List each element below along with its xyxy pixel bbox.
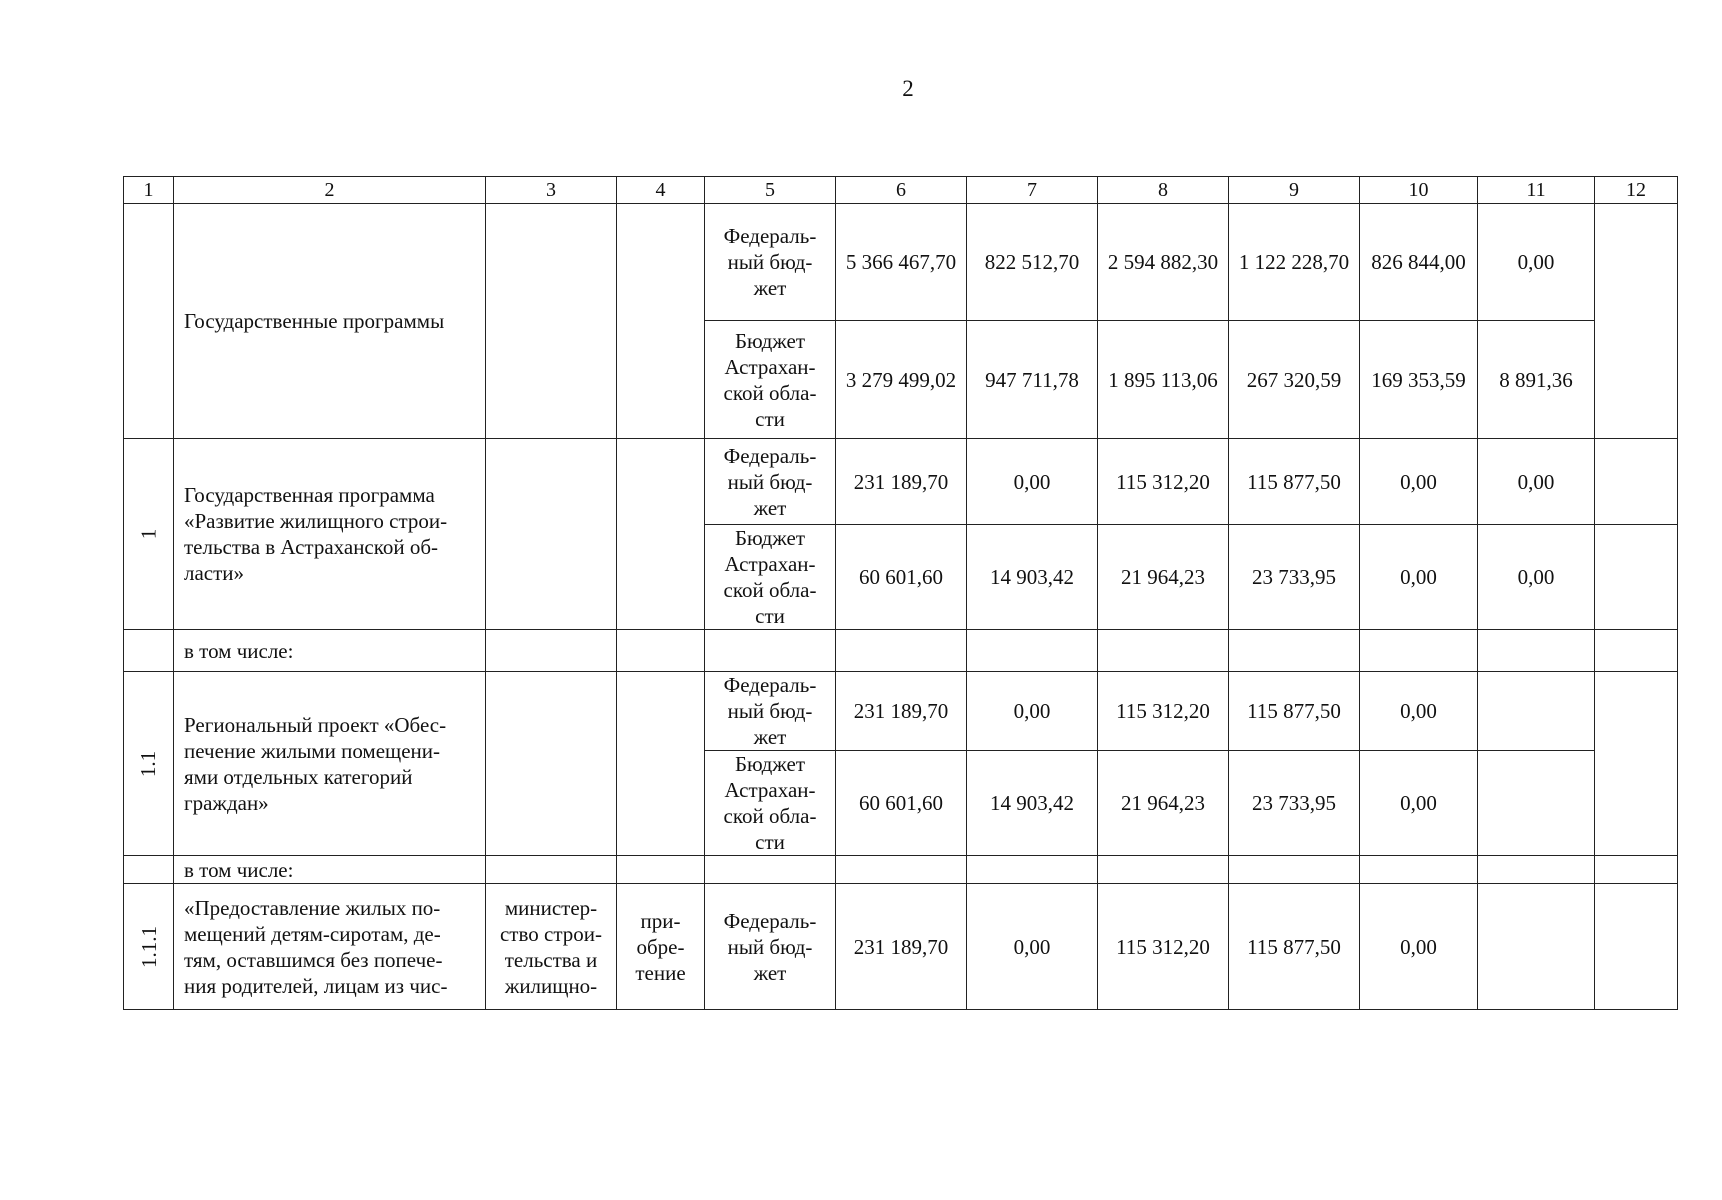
- empty-cell: [617, 856, 705, 884]
- value-col-6: 5 366 467,70: [836, 204, 967, 321]
- row-name-project-1-1: Региональный проект «Обес- печение жилыми помещени- ями отдельных категорий граждан»: [174, 672, 486, 856]
- value-col-8: 2 594 882,30: [1098, 204, 1229, 321]
- row-name-program-1: Государственная программа «Развитие жилищного строи- тельства в Астраханской об- ласти»: [174, 439, 486, 630]
- value-col-9: 23 733,95: [1229, 751, 1360, 856]
- empty-cell: [1478, 856, 1595, 884]
- empty-cell: [1098, 856, 1229, 884]
- table-row-total-federal: [124, 204, 1678, 321]
- funding-source-federal: Федераль- ный бюд- жет: [705, 204, 836, 321]
- value-col-10: 826 844,00: [1360, 204, 1478, 321]
- value-col-10: 169 353,59: [1360, 321, 1478, 439]
- action-cell: при- обре- тение: [617, 884, 705, 1010]
- value-col-6: 60 601,60: [836, 525, 967, 630]
- value-col-7: 0,00: [967, 672, 1098, 751]
- value-col-6: 231 189,70: [836, 439, 967, 525]
- column-number-9: 9: [1229, 177, 1360, 204]
- column-number-2: 2: [174, 177, 486, 204]
- row-index-program-1: 1: [124, 439, 174, 630]
- empty-cell: [705, 630, 836, 672]
- value-col-6: 231 189,70: [836, 884, 967, 1010]
- empty-cell: [967, 856, 1098, 884]
- value-col-7: 0,00: [967, 884, 1098, 1010]
- value-col-7: 0,00: [967, 439, 1098, 525]
- column-number-8: 8: [1098, 177, 1229, 204]
- value-col-8: 115 312,20: [1098, 672, 1229, 751]
- empty-cell: [1360, 630, 1478, 672]
- funding-source-regional: Бюджет Астрахан- ской обла- сти: [705, 321, 836, 439]
- action-cell: [617, 672, 705, 856]
- empty-cell: [705, 856, 836, 884]
- action-cell: [617, 204, 705, 439]
- column-number-10: 10: [1360, 177, 1478, 204]
- column-number-7: 7: [967, 177, 1098, 204]
- empty-cell: [836, 630, 967, 672]
- row-index-cell: [124, 630, 174, 672]
- action-cell: [617, 439, 705, 630]
- empty-cell: [836, 856, 967, 884]
- column-number-1: 1: [124, 177, 174, 204]
- value-col-11: 0,00: [1478, 525, 1595, 630]
- funding-source-regional: Бюджет Астрахан- ской обла- сти: [705, 525, 836, 630]
- value-col-7: 14 903,42: [967, 751, 1098, 856]
- page-number: 2: [902, 76, 914, 101]
- row-index-project-1-1: 1.1: [124, 672, 174, 856]
- column-number-12: 12: [1595, 177, 1678, 204]
- value-col-8: 115 312,20: [1098, 439, 1229, 525]
- table-row-project-1-1-federal: [124, 672, 1678, 751]
- executor-cell: [486, 439, 617, 630]
- budget-table: [123, 176, 1678, 1010]
- empty-cell: [1478, 630, 1595, 672]
- funding-source-federal: Федераль- ный бюд- жет: [705, 439, 836, 525]
- empty-cell: [486, 856, 617, 884]
- empty-cell: [1595, 856, 1678, 884]
- value-col-7: 14 903,42: [967, 525, 1098, 630]
- value-col-10: 0,00: [1360, 672, 1478, 751]
- executor-cell: министер- ство строи- тельства и жилищно-: [486, 884, 617, 1010]
- table-row-including: [124, 630, 1678, 672]
- table-row-program-1-federal: [124, 439, 1678, 525]
- value-col-6: 60 601,60: [836, 751, 967, 856]
- value-col-9: 115 877,50: [1229, 884, 1360, 1010]
- value-col-11: [1478, 672, 1595, 751]
- value-col-12: [1595, 884, 1678, 1010]
- value-col-12: [1595, 672, 1678, 856]
- value-col-11: [1478, 751, 1595, 856]
- value-col-11: 0,00: [1478, 204, 1595, 321]
- executor-cell: [486, 204, 617, 439]
- value-col-9: 267 320,59: [1229, 321, 1360, 439]
- column-number-6: 6: [836, 177, 967, 204]
- empty-cell: [1098, 630, 1229, 672]
- value-col-8: 115 312,20: [1098, 884, 1229, 1010]
- value-col-6: 3 279 499,02: [836, 321, 967, 439]
- value-col-6: 231 189,70: [836, 672, 967, 751]
- value-col-12: [1595, 525, 1678, 630]
- table-row-including: [124, 856, 1678, 884]
- value-col-11: [1478, 884, 1595, 1010]
- value-col-9: 115 877,50: [1229, 439, 1360, 525]
- empty-cell: [1360, 856, 1478, 884]
- row-index-cell: [124, 204, 174, 439]
- row-name-measure-1-1-1: «Предоставление жилых по- мещений детям-сиротам, де- тям, оставшимся без попече- ния родителей, лицам из чис-: [174, 884, 486, 1010]
- value-col-11: 8 891,36: [1478, 321, 1595, 439]
- value-col-8: 21 964,23: [1098, 751, 1229, 856]
- empty-cell: [1229, 630, 1360, 672]
- empty-cell: [1229, 856, 1360, 884]
- value-col-10: 0,00: [1360, 439, 1478, 525]
- empty-cell: [617, 630, 705, 672]
- column-number-4: 4: [617, 177, 705, 204]
- funding-source-regional: Бюджет Астрахан- ской обла- сти: [705, 751, 836, 856]
- empty-cell: [967, 630, 1098, 672]
- empty-cell: [486, 630, 617, 672]
- row-index-measure-1-1-1: 1.1.1: [124, 884, 174, 1010]
- table-row-measure-1-1-1-federal: [124, 884, 1678, 1010]
- value-col-7: 822 512,70: [967, 204, 1098, 321]
- including-label: в том числе:: [174, 630, 486, 672]
- value-col-8: 1 895 113,06: [1098, 321, 1229, 439]
- column-number-11: 11: [1478, 177, 1595, 204]
- value-col-9: 1 122 228,70: [1229, 204, 1360, 321]
- row-index-cell: [124, 856, 174, 884]
- value-col-10: 0,00: [1360, 525, 1478, 630]
- funding-source-federal: Федераль- ный бюд- жет: [705, 672, 836, 751]
- row-name-total: Государственные программы: [174, 204, 486, 439]
- value-col-12: [1595, 439, 1678, 525]
- value-col-12: [1595, 204, 1678, 439]
- value-col-9: 115 877,50: [1229, 672, 1360, 751]
- value-col-10: 0,00: [1360, 751, 1478, 856]
- funding-source-federal: Федераль- ный бюд- жет: [705, 884, 836, 1010]
- value-col-11: 0,00: [1478, 439, 1595, 525]
- executor-cell: [486, 672, 617, 856]
- value-col-7: 947 711,78: [967, 321, 1098, 439]
- value-col-10: 0,00: [1360, 884, 1478, 1010]
- value-col-9: 23 733,95: [1229, 525, 1360, 630]
- including-label: в том числе:: [174, 856, 486, 884]
- empty-cell: [1595, 630, 1678, 672]
- column-number-row: [124, 177, 1678, 204]
- value-col-8: 21 964,23: [1098, 525, 1229, 630]
- column-number-3: 3: [486, 177, 617, 204]
- column-number-5: 5: [705, 177, 836, 204]
